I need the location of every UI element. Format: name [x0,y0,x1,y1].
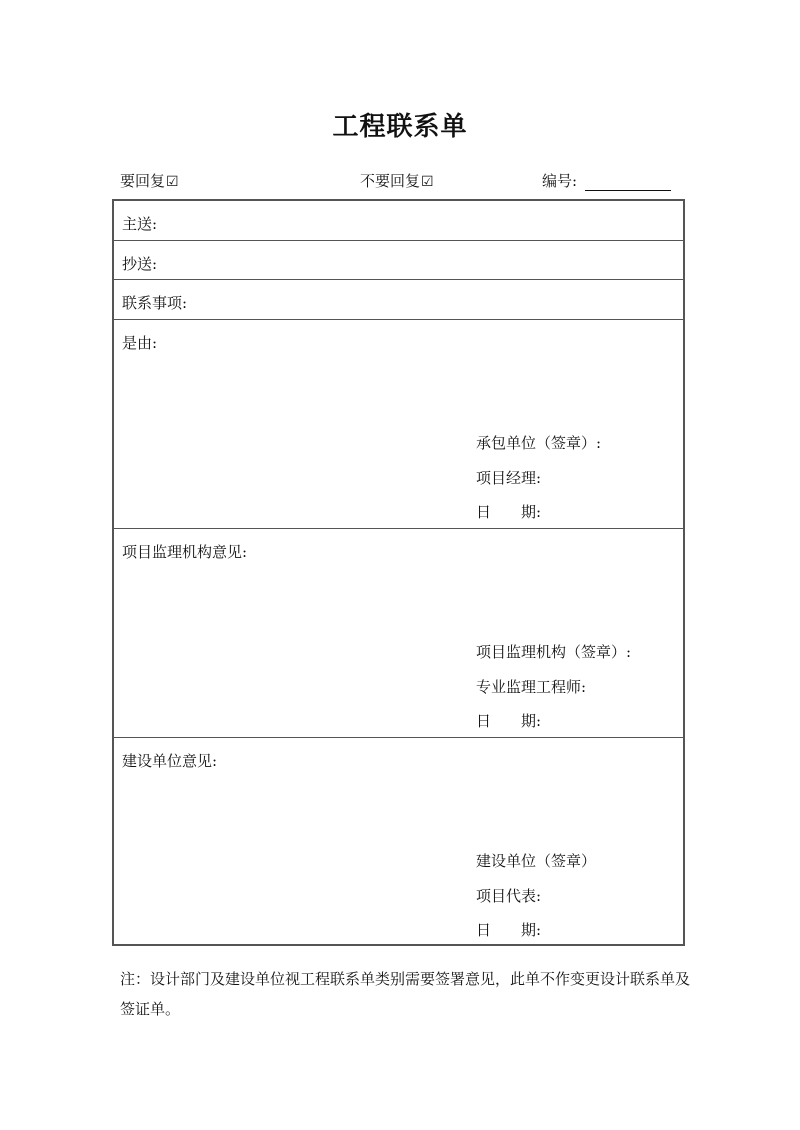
reply-required-checkbox-icon[interactable]: ☑ [166,174,179,190]
supervision-seal-label: 项目监理机构（签章）: [476,643,632,661]
contact-form-table [112,199,685,946]
reply-not-required-option[interactable] [360,170,434,191]
subject-label: 联系事项: [122,294,188,312]
copy-to-label: 抄送: [122,255,158,273]
supervision-date-char-1: 日 [476,712,492,730]
owner-seal-label: 建设单位（签章） [476,852,597,870]
document-number [542,170,671,191]
owner-date-label [476,919,541,940]
copy-to-row[interactable] [114,241,683,280]
reason-label: 是由: [122,334,158,352]
project-manager-label: 项目经理: [476,469,542,487]
contractor-date-label [476,501,541,522]
contractor-date-char-1: 日 [476,503,492,521]
owner-representative-label: 项目代表: [476,887,542,905]
contractor-seal-label: 承包单位（签章）: [476,434,602,452]
footnote: 注：设计部门及建设单位视工程联系单类别需要签署意见，此单不作变更设计联系单及签证单。 [120,970,691,1018]
owner-date-char-2: 期: [521,921,542,939]
reply-not-required-label: 不要回复 [360,172,421,190]
supervision-section[interactable] [114,529,683,738]
contractor-date-char-2: 期: [521,503,542,521]
document-number-label: 编号: [542,172,578,190]
document-number-field[interactable] [585,176,671,191]
supervision-label: 项目监理机构意见: [122,543,248,561]
page-title: 工程联系单 [332,112,468,142]
main-recipient-label: 主送: [122,215,158,233]
owner-date-char-1: 日 [476,921,492,939]
subject-row[interactable] [114,280,683,320]
reply-required-label: 要回复 [120,172,166,190]
supervision-date-char-2: 期: [521,712,542,730]
supervision-date-label [476,710,541,731]
main-recipient-row[interactable] [114,201,683,241]
owner-label: 建设单位意见: [122,752,218,770]
reply-required-option[interactable] [120,170,179,191]
owner-section[interactable] [114,738,683,944]
supervision-engineer-label: 专业监理工程师: [476,678,587,696]
reply-not-required-checkbox-icon[interactable]: ☑ [421,174,434,190]
reason-section[interactable] [114,320,683,529]
